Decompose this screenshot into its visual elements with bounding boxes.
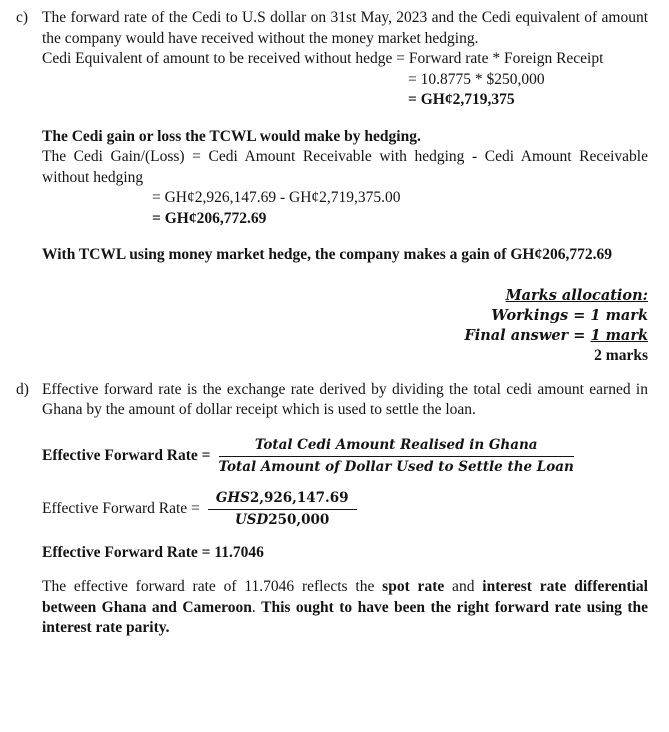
calc-gain [152, 188, 648, 229]
formula1-denominator: Total Amount of Dollar Used to Settle the Loan [218, 458, 574, 475]
effective-forward-rate-definition-formula [42, 437, 648, 476]
formula2-label: Effective Forward Rate = [42, 499, 200, 517]
section-c-conclusion: With TCWL using money market hedge, the company makes a gain of GH¢206,772.69 [42, 246, 612, 263]
marks-final-answer-value: 1 mark [590, 326, 648, 344]
calc-without-hedge [408, 70, 648, 111]
calc-without-hedge-result: = GH¢2,719,375 [408, 91, 515, 108]
section-d-intro-paragraph: Effective forward rate is the exchange rate derived by dividing the total cedi amount earned in Ghana by the amount of dollar receipt which is used to settle the loan. [42, 380, 648, 418]
marks-total: 2 marks [594, 346, 648, 364]
gain-loss-heading: The Cedi gain or loss the TCWL would make by hedging. [42, 127, 421, 145]
gain-loss-formula-paragraph: The Cedi Gain/(Loss) = Cedi Amount Receivable with hedging - Cedi Amount Receivable without hedging [42, 148, 648, 186]
closing-segment-5: . [251, 598, 262, 616]
formula1-numerator: Total Cedi Amount Realised in Ghana [219, 437, 574, 457]
calc-gain-result: = GH¢206,772.69 [152, 209, 267, 227]
calc-gain-line1: = GH¢2,926,147.69 - GH¢2,719,375.00 [152, 189, 401, 206]
marks-allocation-title: Marks allocation: [505, 286, 648, 304]
effective-forward-rate-numeric-formula [42, 490, 648, 529]
formula2-denominator-currency: USD [235, 511, 269, 528]
formula2-denominator-amount: 250,000 [268, 511, 330, 528]
section-c-marker: c) [16, 9, 29, 26]
closing-segment-1: The effective forward rate of 11.7046 reflects the [42, 578, 383, 595]
section-c-intro-paragraph: The forward rate of the Cedi to U.S dollar on 31st May, 2023 and the Cedi equivalent of amount the company would have received without the money market hedging. [42, 9, 648, 47]
marks-allocation-block [0, 286, 648, 366]
section-c [16, 8, 648, 266]
formula2-numerator-currency: GHS [215, 489, 250, 506]
hedge-formula-paragraph: Cedi Equivalent of amount to be received without hedge = Forward rate * Foreign Receipt [42, 50, 604, 67]
section-d [16, 380, 648, 421]
formula1-fraction [219, 437, 574, 476]
effective-forward-rate-result: Effective Forward Rate = 11.7046 [42, 543, 264, 561]
section-d-closing-paragraph [42, 577, 648, 639]
closing-segment-3: and [444, 578, 483, 595]
closing-segment-2: spot rate [382, 578, 445, 595]
marks-workings-line: Workings = 1 mark [491, 306, 648, 324]
formula2-numerator-amount: 2,926,147.69 [249, 489, 349, 506]
formula2-numerator [208, 490, 357, 510]
closing-segment-4: interest rate differential between Ghana and Cameroon [42, 578, 648, 616]
formula1-label: Effective Forward Rate = [42, 446, 211, 464]
marks-final-answer-line [0, 326, 648, 346]
section-d-marker: d) [16, 380, 29, 398]
calc-without-hedge-line1: = 10.8775 * $250,000 [408, 70, 545, 88]
marks-final-answer-prefix: Final answer = [464, 326, 591, 344]
formula2-fraction [208, 490, 357, 529]
closing-segment-6: This ought to have been the right forward rate using the interest rate parity. [42, 598, 649, 636]
formula2-denominator [208, 510, 357, 529]
